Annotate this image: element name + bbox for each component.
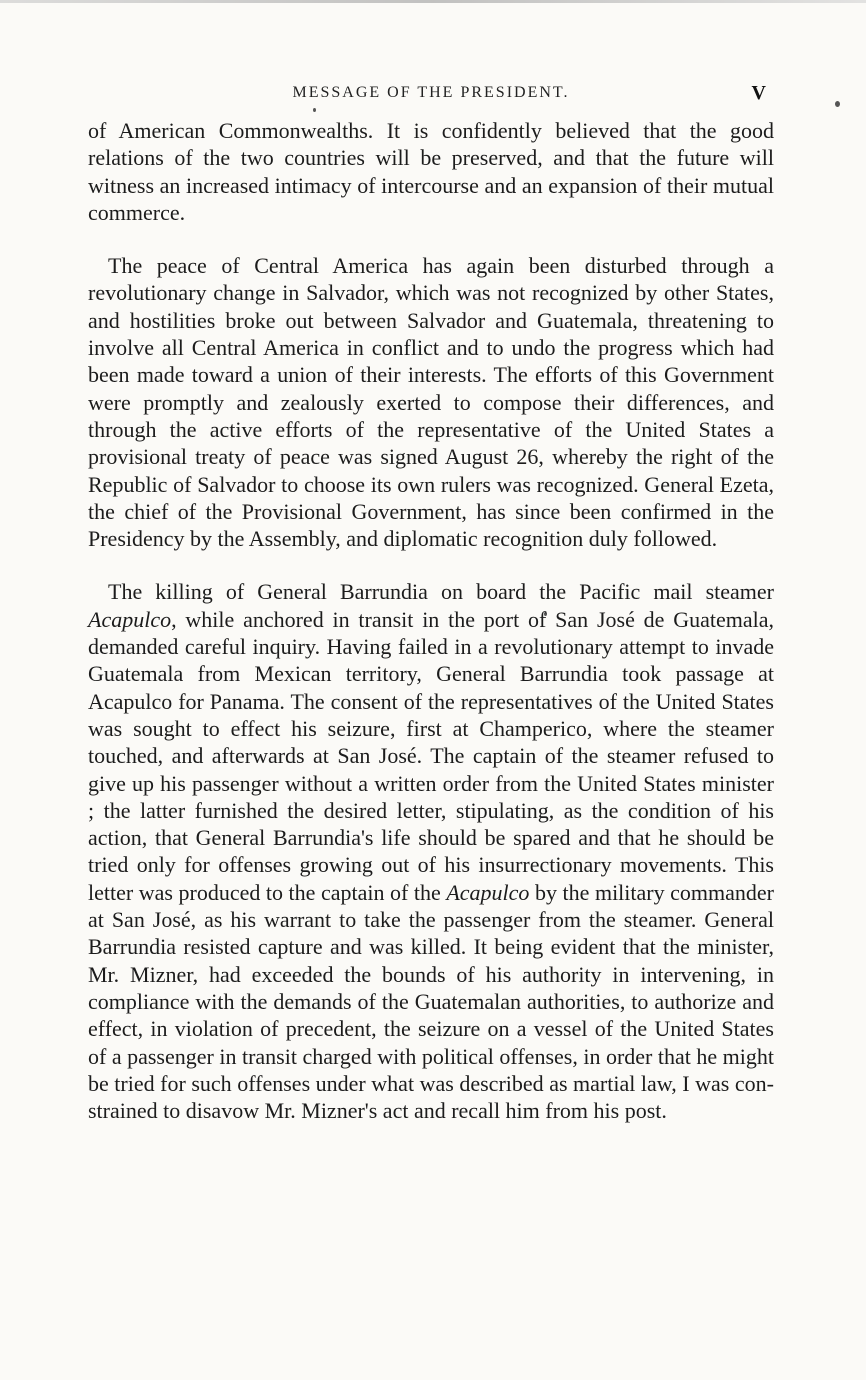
body-text	[88, 117, 774, 1124]
print-speck	[835, 101, 840, 107]
page-header	[88, 78, 774, 108]
page-top-edge	[0, 0, 866, 3]
paragraph-continuation: of American Commonwealths. It is confidently believed that the good relations of the two countries will be preserved, and that the future will witness an increased intimacy of intercourse and an expansion of their mutual commerce.	[88, 118, 774, 225]
paragraph-central-america: The peace of Central America has again been disturbed through a revolutionary change in Salvador, which was not recognized by other States, and hostilities broke out between Salvador and Guatemala, threatening to involve all Central America in conflict and to undo the progress which had been made toward a union of their interests. The efforts of this Government were promptly and zealously exerted to compose their differences, and through the active efforts of the representative of the United States a provisional treaty of peace was signed August 26, whereby the right of the Republic of Salvador to choose its own rulers was recognized. General Ezeta, the chief of the Provisional Government, has since been confirmed in the Presidency by the Assembly, and diplomatic recognition duly followed.	[88, 253, 774, 552]
ship-name-acapulco-2: Acapulco	[446, 879, 530, 905]
page-number: V	[751, 82, 766, 104]
paragraph-barrundia	[88, 578, 774, 1124]
paragraph-barrundia-text-3: by the military commander at San José, as his warrant to take the passenger from the steamer. General Barrundia resisted capture and was killed. It being evident that the minister, Mr. Mizner, had exceeded the bounds of his authority in intervening, in compliance with the demands of the Guatemalan authorities, to authorize and effect, in violation of precedent, the seizure on a vessel of the United States of a passenger in transit charged with political offenses, in order that he might be tried for such offenses under what was described as martial law, I was constrained to disavow Mr. Mizner's act and recall him from his post.	[88, 879, 774, 1124]
ship-name-acapulco: Acapulco	[88, 606, 172, 632]
running-title: MESSAGE OF THE PRESIDENT.	[292, 84, 570, 101]
paragraph-barrundia-text-2: , while anchored in transit in the port of San José de Guatemala, demanded careful inquiry. Having failed in a revolutionary attempt to invade Guatemala from Mexican territory, General Barrundia took passage at Acapulco for Panama. The consent of the representatives of the United States was sought to effect his seizure, first at Champerico, where the steamer touched, and afterwards at San José. The captain of the steamer refused to give up his passenger without a written order from the United States minister ; the latter furnished the desired letter, stipulating, as the condition of his action, that General Barrundia's life should be spared and that he should be tried only for offenses growing out of his insurrectionary movements. This letter was produced to the captain of the	[88, 606, 774, 905]
paragraph-barrundia-text-1: The killing of General Barrundia on board the Pacific mail steamer	[108, 579, 774, 605]
print-speck	[313, 108, 316, 112]
